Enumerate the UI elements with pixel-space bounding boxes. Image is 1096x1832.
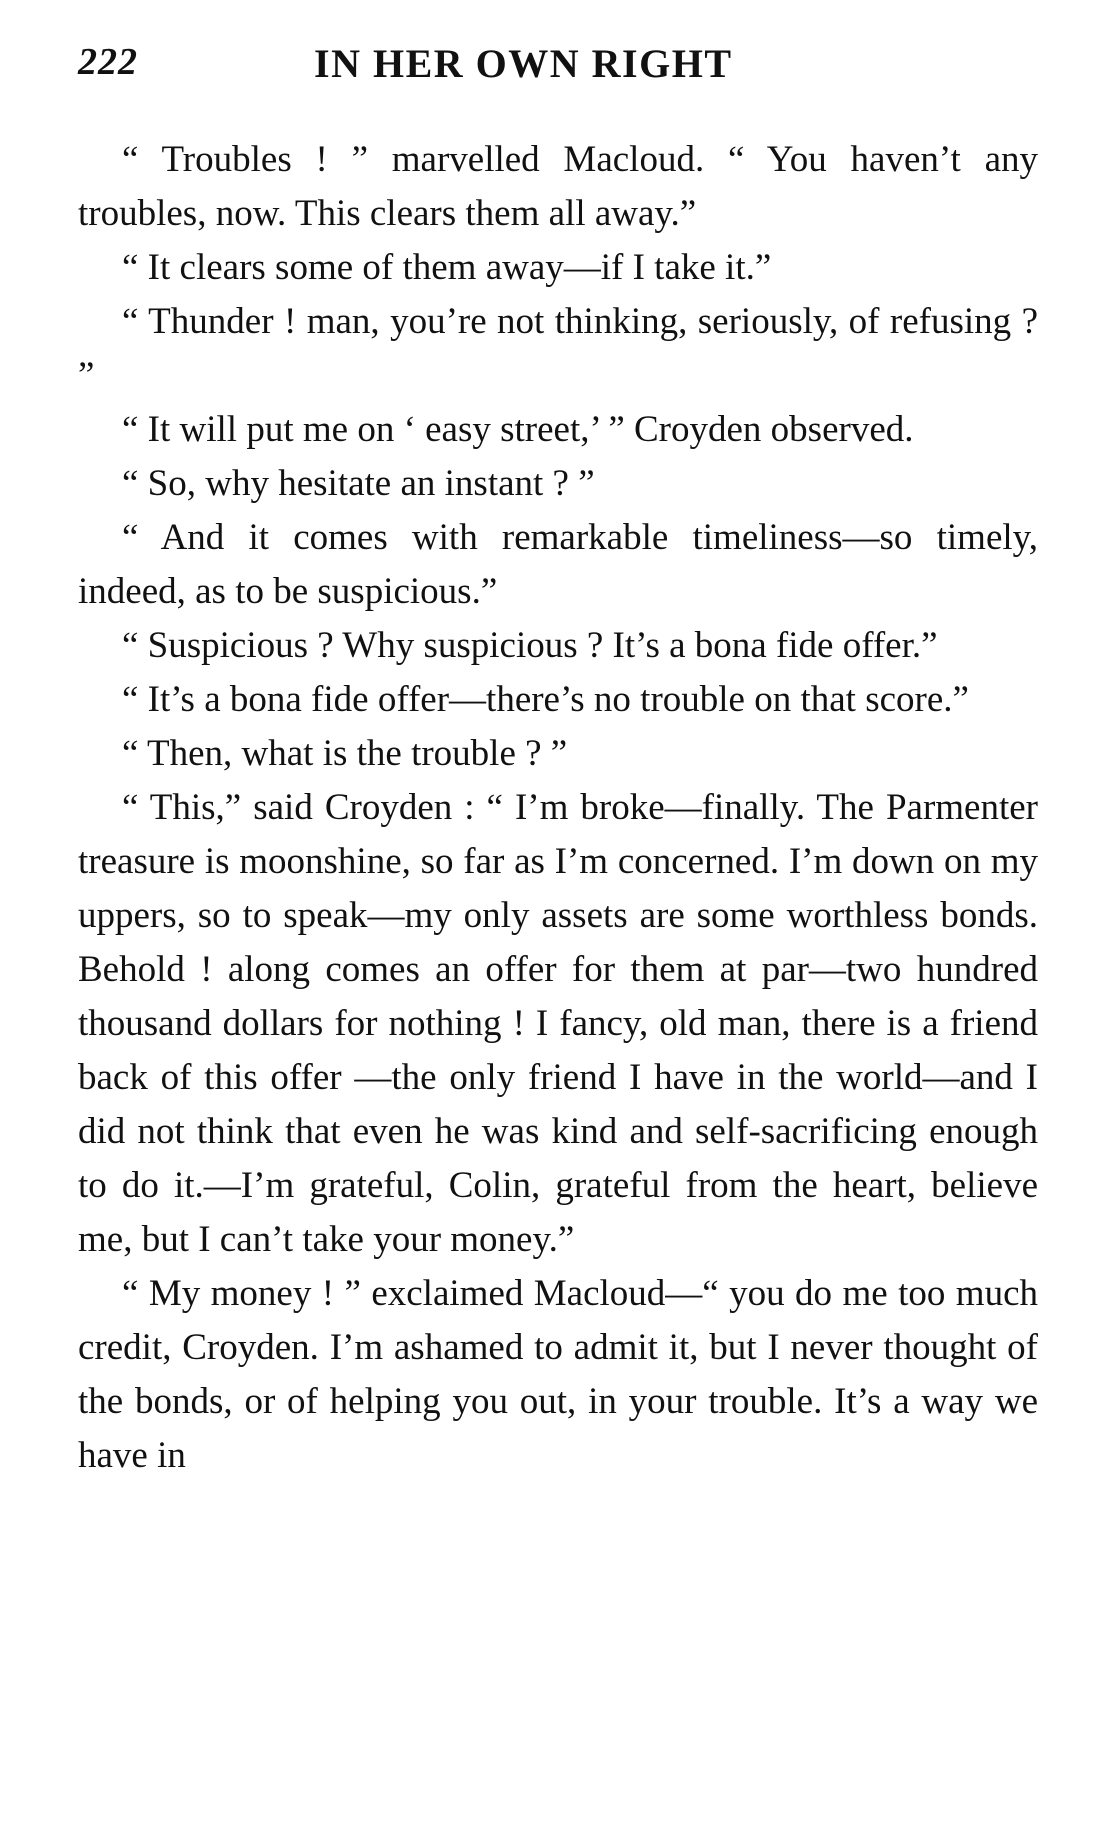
paragraph: “ It clears some of them away—if I take it.”	[122, 247, 772, 288]
paragraph: “ My money ! ” exclaimed Macloud—“ you do me too much credit, Croyden. I’m ashamed to admit it, but I never thought of the bonds, or of helping you out, in your trouble. It’s a way we have in	[78, 1273, 1038, 1476]
paragraph: “ Then, what is the trouble ? ”	[122, 733, 568, 774]
paragraph: “ And it comes with remarkable timeliness—so timely, indeed, as to be suspicious.”	[78, 517, 1038, 612]
body-text	[78, 133, 1038, 1483]
paragraph: “ Troubles ! ” marvelled Macloud. “ You haven’t any troubles, now. This clears them all away.”	[78, 139, 1038, 234]
paragraph: “ This,” said Croyden : “ I’m broke—finally. The Parmenter treasure is moonshine, so far as I’m concerned. I’m down on my uppers, so to speak—my only assets are some worthless bonds. Behold ! along comes an offer for them at par—two hundred thousand dollars for nothing ! I fancy, old man, there is a friend back of this offer —the only friend I have in the world—and I did not think that even he was kind and self-sacrificing enough to do it.—I’m grateful, Colin, grateful from the heart, believe me, but I can’t take your money.”	[78, 787, 1038, 1260]
paragraph: “ Suspicious ? Why suspicious ? It’s a bona fide offer.”	[122, 625, 938, 666]
paragraph: “ Thunder ! man, you’re not thinking, seriously, of refusing ? ”	[78, 301, 1038, 396]
running-title: IN HER OWN RIGHT	[314, 41, 733, 86]
paragraph: “ It’s a bona fide offer—there’s no trouble on that score.”	[122, 679, 969, 720]
page-number: 222	[78, 41, 138, 83]
paragraph: “ It will put me on ‘ easy street,’ ” Croyden observed.	[122, 409, 914, 450]
paragraph: “ So, why hesitate an instant ? ”	[122, 463, 595, 504]
page-header	[78, 40, 1038, 100]
